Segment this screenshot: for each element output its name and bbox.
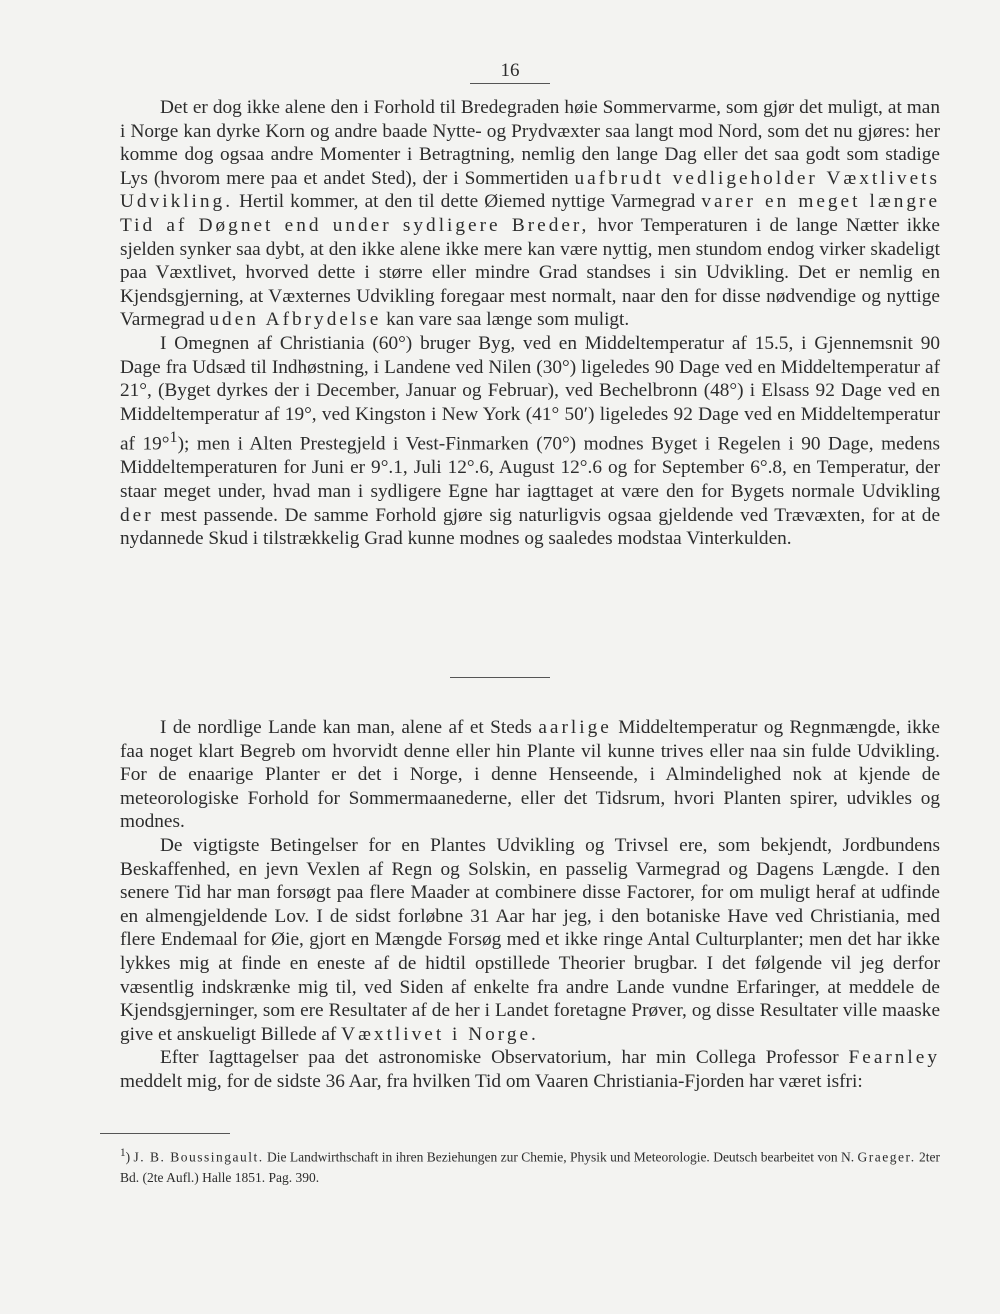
text-run: Efter Iagttagelser paa det astronomiske Observatorium, har min Collega Professor: [160, 1047, 849, 1069]
page-number: 16: [470, 60, 550, 84]
text-run: ); men i Alten Prestegjeld i Vest-Finmarken (70°) modnes Byget i Regelen i 90 Dage, medens Middeltemperaturen for Juni er 9°.1, Juli 12°.6, August 12°.6 og for September 6°.8, en Temperatur, der staar meget under, hvad man i sydligere Egne har iagttaget at være den for Bygets normale Udvikling: [120, 433, 940, 502]
text-run: hvor Temperaturen i de lange Nætter ikke sjelden synker saa dybt, at den ikke alene ikke mere kan være nyttig, men stundom endog virker skadeligt paa Væxtlivet, hvorved dette i større eller mindre Grad standses i sin Udvikling. Det er nemlig en Kjendsgjerning, at Væxternes Udvikling foregaar mest normalt, naar den for disse nødvendige og nyttige Varmegrad: [120, 214, 940, 331]
text-run: meddelt mig, for de sidste 36 Aar, fra hvilken Tid om Vaaren Christiania-Fjorden har været isfri:: [120, 1070, 863, 1092]
spaced-emphasis: uden Afbrydelse: [209, 309, 382, 331]
spaced-emphasis: Væxtlivet i Norge.: [341, 1023, 539, 1045]
text-run: kan vare saa længe som muligt.: [381, 309, 630, 331]
text-run: mest passende. De samme Forhold gjøre sig naturligvis ogsaa gjeldende ved Trævæxten, for at de nydannede Skud i tilstrækkelig Grad kunne modnes og saaledes modstaa Vinterkulden.: [120, 504, 940, 550]
footnote-author: Graeger.: [857, 1149, 916, 1165]
paragraph: [120, 834, 940, 1046]
footnote-text: 2ter Bd. (2te Aufl.) Halle 1851. Pag. 390.: [120, 1149, 941, 1185]
footnote-author: J. B. Boussingault.: [133, 1149, 264, 1165]
footnote-rule: [100, 1133, 230, 1134]
text-run: Det er dog ikke alene den i Forhold til Bredegraden høie Sommervarme, som gjør det muligt, at man i Norge kan dyrke Korn og andre baade Nytte- og Prydvæxter saa langt mod Nord, som det nu gjøres: her komme dog ogsaa andre Momenter i Betragtning, nemlig den lange Dag eller det saa godt som stadige Lys (hvorom mere paa et andet Sted), der i Sommertiden: [120, 97, 940, 189]
paragraph: [120, 96, 940, 332]
text-run: Middeltemperatur og Regnmængde, ikke faa noget klart Begreb om hvorvidt denne eller hin Plante vil kunne trives eller naa sin fulde Udvikling. For de enaarige Planter er det i Norge, i denne Henseende, i Almindelighed nok at kjende de meteorologiske Forhold for Sommermaanederne, eller det Tidsrum, hvori Planten spirer, udvikles og modnes.: [120, 717, 940, 833]
main-text-section-2: [120, 716, 940, 1094]
text-run: I Omegnen af Christiania (60°) bruger Byg, ved en Middeltemperatur af 15.5, i Gjennemsnit 90 Dage fra Udsæd til Indhøstning, i Landene ved Nilen (30°) ligeledes 90 Dage ved en Middeltemperatur af 21°, (Byget dyrkes der i December, Januar og Februar), ved Bechelbronn (48°) i Elsass 92 Dage ved en Middeltemperatur af 19°, ved Kingston i New York (41° 50′) ligeledes 92 Dage ved en Middeltemperatur af 19°: [120, 332, 940, 455]
text-run: Hertil kommer, at den til dette Øiemed nyttige Varmegrad: [233, 191, 702, 213]
main-text-section-1: [120, 96, 940, 551]
text-run: De vigtigste Betingelser for en Plantes Udvikling og Trivsel ere, som bekjendt, Jordbundens Beskaffenhed, en jevn Vexlen af Regn og Solskin, en passelig Varmegrad og Dagens Længde. I den senere Tid har man forsøgt paa flere Maader at combinere disse Factorer, for om muligt heraf at udfinde en almengjeldende Lov. I de sidst forløbne 31 Aar har jeg, i den botaniske Have ved Christiania, med flere Endemaal for Øie, gjort en Mængde Forsøg med et ikke ringe Antal Culturplanter; men det har ikke lykkes mig at finde en eneste af de hidtil opstillede Theorier brugbar. I det følgende vil jeg derfor væsentlig indskrænke mig til, ved Siden af enkelte fra andre Lande vundne Erfaringer, at meddele de Kjendsgjerninger, som ere Resultater af de her i Landet foretagne Prøver, og disse Resultater ville maaske give et anskueligt Billede af: [120, 834, 940, 1045]
footnote: $^1$) J. B. Boussingault. Die Landwirthschaft in ihren Beziehungen zur Chemie, Physik und Meteorologie. Deutsch bearbeitet von N. Graeger. 2ter Bd. (2te Aufl.) Halle 1851. Pag. 390.: [120, 1147, 941, 1185]
paragraph: [120, 1046, 940, 1093]
spaced-emphasis: Fearnley: [848, 1047, 940, 1069]
spaced-emphasis: uafbrudt vedligeholder Væxtlivets Udvikling.: [120, 167, 940, 213]
spaced-emphasis: varer en meget længre Tid af Døgnet end under sydligere Breder,: [120, 191, 941, 236]
spaced-emphasis: der: [120, 504, 154, 526]
text-run: I de nordlige Lande kan man, alene af et Steds: [160, 717, 539, 738]
footnote-marker: 1: [120, 1147, 126, 1159]
paragraph: [120, 716, 940, 834]
footnote-ref: 1: [169, 429, 178, 447]
paragraph: [120, 332, 940, 551]
spaced-emphasis: aarlige: [538, 717, 612, 738]
footnote-text: Die Landwirthschaft in ihren Beziehungen zur Chemie, Physik und Meteorologie. Deutsch bearbeitet von N.: [263, 1149, 858, 1165]
section-separator: [450, 677, 550, 678]
